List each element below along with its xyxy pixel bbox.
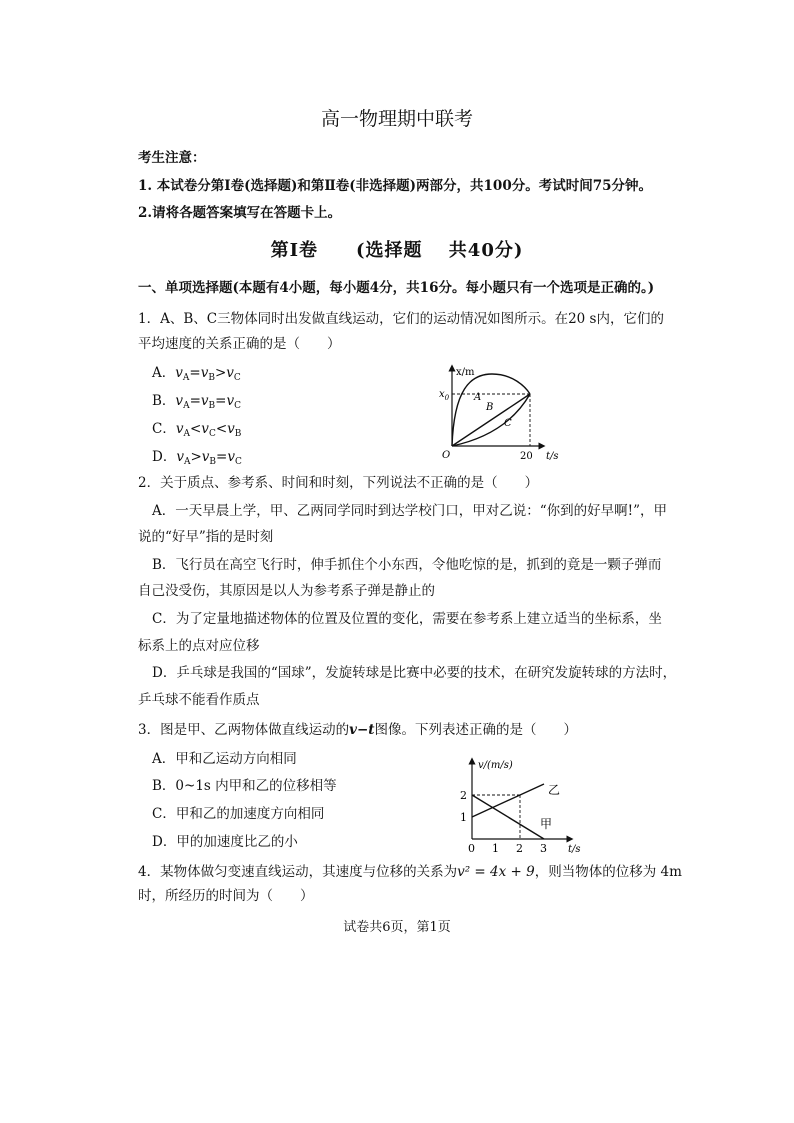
q2-option-d-line2: 乒乓球不能看作质点	[138, 692, 260, 708]
q1-origin-label: O	[442, 450, 451, 461]
q3-option-a: A．甲和乙运动方向相同	[152, 751, 297, 767]
q3-y-label: v/(m/s)	[478, 760, 513, 771]
q1-curve-c-label: C	[504, 418, 512, 429]
q1-curve-b-label: B	[486, 402, 494, 413]
q1-option-b: B．$v_A=v_B=v_C$	[152, 393, 241, 411]
q1-x-tick: 20	[520, 451, 533, 462]
q2-option-a-line2: 说的“好早”指的是时刻	[138, 529, 274, 545]
q3-x-tick-3: 3	[540, 842, 547, 855]
q3-stem: 3．图是甲、乙两物体做直线运动的v−t图像。下列表述正确的是（ ）	[138, 722, 577, 738]
exam-title: 高一物理期中联考	[320, 108, 473, 130]
q3-option-c: C．甲和乙的加速度方向相同	[152, 806, 325, 822]
q1-xt-graph	[430, 360, 570, 465]
q2-option-d-line1: D．乒乓球是我国的“国球”，发旋转球是比赛中必要的技术，在研究发旋转球的方法时，	[152, 665, 677, 681]
q1-option-a: A．$v_A=v_B>v_C$	[152, 365, 241, 383]
q3-y-tick-2: 2	[460, 789, 467, 802]
q3-x-tick-0: 0	[468, 842, 475, 855]
q2-option-c-line2: 标系上的点对应位移	[138, 638, 260, 654]
q3-option-d: D．甲的加速度比乙的小	[152, 834, 298, 850]
q3-series-yi-label: 乙	[548, 783, 561, 797]
q3-option-b: B．0~1s 内甲和乙的位移相等	[152, 778, 337, 794]
q1-y-tick: $x_0$	[439, 389, 450, 402]
q3-series-jia	[472, 795, 544, 839]
page-footer: 试卷共6页，第1页	[343, 920, 451, 935]
q2-option-c-line1: C．为了定量地描述物体的位置及位置的变化，需要在参考系上建立适当的坐标系，坐	[152, 611, 662, 627]
q3-vt-graph	[440, 755, 590, 855]
q1-y-label: x/m	[456, 367, 475, 378]
part-heading: 一、单项选择题(本题有4小题，每小题4分，共16分。每小题只有一个选项是正确的。)	[138, 280, 655, 296]
q2-stem: 2．关于质点、参考系、时间和时刻，下列说法不正确的是（ ）	[138, 475, 539, 491]
q2-option-a-line1: A．一天早晨上学，甲、乙两同学同时到达学校门口，甲对乙说：“你到的好早啊!”，甲	[152, 503, 667, 519]
q3-x-tick-1: 1	[492, 842, 499, 855]
q4-line2: 时，所经历的时间为（ ）	[138, 888, 314, 904]
q3-x-tick-2: 2	[516, 842, 523, 855]
notice-heading: 考生注意：	[138, 150, 206, 166]
q1-stem-line1: 1．A、B、C三物体同时出发做直线运动，它们的运动情况如图所示。在20 s内，它们的	[138, 311, 664, 327]
q1-option-c: C．$v_A<v_C<v_B$	[152, 421, 242, 439]
q2-option-b-line1: B．飞行员在高空飞行时，伸手抓住个小东西，令他吃惊的是，抓到的竟是一颗子弹而	[152, 557, 662, 573]
q1-x-label: t/s	[546, 451, 559, 462]
q1-curve-a-label: A	[474, 392, 482, 403]
q1-option-d: D．$v_A>v_B=v_C$	[152, 449, 242, 467]
q3-series-jia-label: 甲	[540, 817, 553, 831]
q2-option-b-line2: 自己没受伤，其原因是以人为参考系子弹是静止的	[138, 583, 435, 599]
notice-item-1: 1. 本试卷分第Ⅰ卷(选择题)和第Ⅱ卷(非选择题)两部分，共100分。考试时间75分钟。	[138, 178, 653, 194]
notice-item-2: 2.请将各题答案填写在答题卡上。	[138, 205, 342, 221]
q3-y-tick-1: 1	[460, 811, 467, 824]
q4-formula: v² = 4x + 9	[457, 864, 535, 880]
section-title: 第Ⅰ卷 (选择题 共40分)	[270, 240, 524, 261]
q3-x-label: t/s	[568, 844, 581, 855]
q3-series-yi	[472, 784, 544, 817]
q1-stem-line2: 平均速度的关系正确的是（ ）	[138, 336, 341, 352]
q4-line1: 4．某物体做匀变速直线运动，其速度与位移的关系为v² = 4x + 9，则当物体的位移为 4m	[138, 864, 682, 880]
